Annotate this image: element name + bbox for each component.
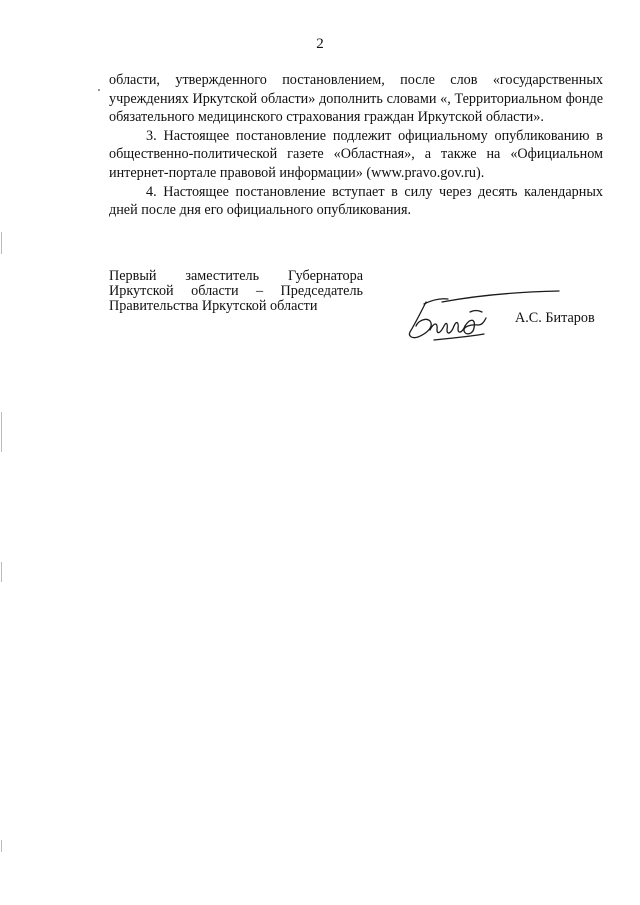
signatory-title-line: Первый заместитель Губернатора	[109, 268, 363, 284]
scan-edge-mark	[1, 840, 2, 852]
signatory-title-line: Правительства Иркутской области	[109, 298, 318, 314]
scan-edge-mark	[1, 232, 2, 254]
page-number: 2	[316, 36, 324, 52]
document-body	[109, 71, 603, 220]
signatory-title	[109, 269, 363, 314]
paragraph-publication: 3. Настоящее постановление подлежит официальному опубликованию в общественно-политической газете «Областная», а также на «Официальном интернет-портале правовой информации» (www.pravo.gov.ru).	[109, 127, 603, 181]
signatory-name: А.С. Битаров	[515, 310, 595, 326]
paragraph-effective-date: 4. Настоящее постановление вступает в силу через десять календарных дней после дня его официального опубликования.	[109, 183, 603, 219]
signatory-title-line: Иркутской области – Председатель	[109, 283, 363, 299]
scan-edge-mark	[1, 562, 2, 582]
paragraph-continuation: области, утвержденного постановлением, после слов «государственных учреждениях Иркутской области» дополнить словами «, Территориальном фонде обязательного медицинского страхования граждан Иркутской области».	[109, 72, 603, 126]
scan-dot	[98, 89, 100, 91]
scan-edge-mark	[1, 412, 2, 452]
